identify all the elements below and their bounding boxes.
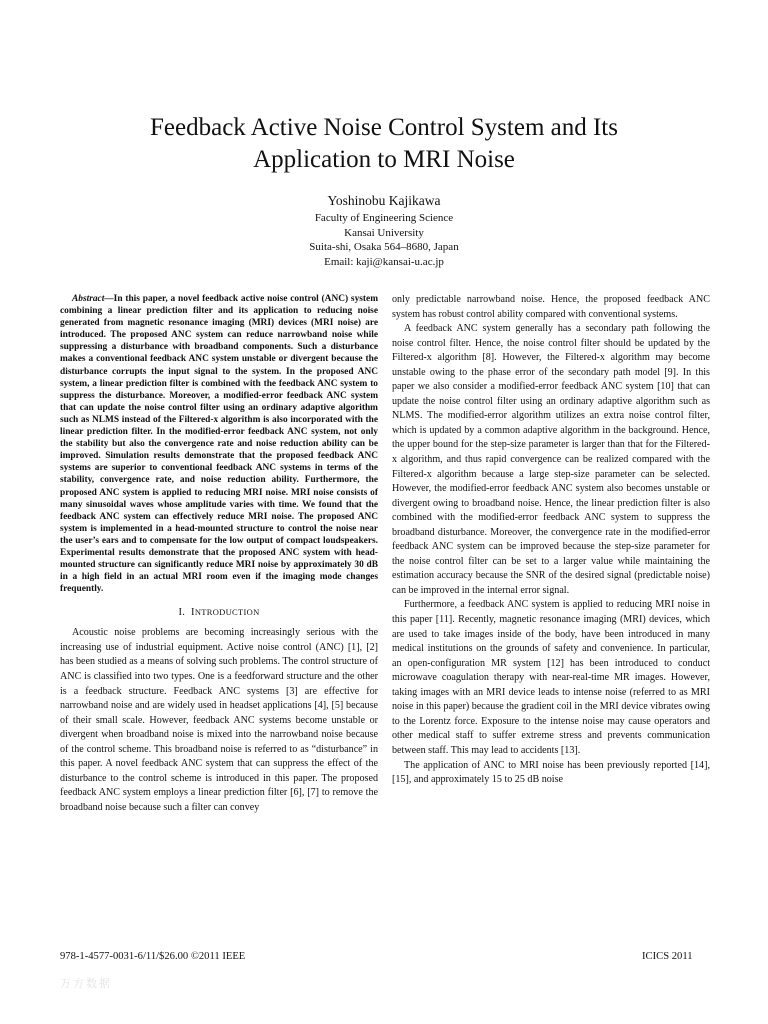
intro-paragraph-2: A feedback ANC system generally has a secondary path following the noise control filter. Hence, the noise control filter should be updated by the Filtered-x algorithm [8]. However, the Filtered-x algorithm may become unstable owing to the phase error of the secondary path model [9]. In this paper we also consider a modified-error feedback ANC system [10] that can update the noise control filter using an ordinary adaptive algorithm such as NLMS. The modified-error algorithm utilizes an extra noise control filter, which is updated by a common adaptive algorithm in the background. Hence, the upper bound for the step-size parameter is larger than that for the Filtered-x algorithm, and thus rapid convergence can be realized compared with the Filtered-x algorithm because a large step-size parameter can be selected. However, the modified-error feedback ANC system also becomes unstable or divergent owing to broadband noise. Hence, the linear prediction filter is also combined with the modified-error feedback ANC system to suppress the broadband disturbance. Moreover, the convergence rate in the modified-error feedback ANC system can be improved because the step-size parameter for the noise control filter can be set to a larger value while maintaining the estimation accuracy because the SNR of the desired signal (predictable noise) can be improved in the internal error signal. xyxy=(392,323,710,596)
affiliation-line: Faculty of Engineering Science xyxy=(314,212,454,224)
title-line-1: Feedback Active Noise Control System and Its xyxy=(150,114,618,141)
author-name: Yoshinobu Kajikawa xyxy=(327,193,441,208)
section-number: I. xyxy=(178,607,186,619)
abstract xyxy=(60,293,378,595)
watermark: 万方数据 xyxy=(60,977,112,990)
section-heading-introduction xyxy=(60,605,378,620)
left-column xyxy=(60,293,378,815)
intro-paragraph-3: Furthermore, a feedback ANC system is applied to reducing MRI noise in this paper [11]. Recently, magnetic resonance imaging (MRI) devices, which are used to take images inside of the body, have been introduced in many medical institutions on the grounds of safety and convenience. In particular, an open-configuration MR system [12] has been introduced to conduct microwave coagulation therapy with near-real-time MR images. However, taking images with an MRI device leads to intense noise (referred to as MRI noise in this paper) because the gradient coil in the MRI device vibrates owing to the Lorentz force. Exposure to the intense noise may cause operators and other medical staff to suffer extreme stress and prevents communication between staff. This may lead to accidents [13]. xyxy=(392,599,710,756)
abstract-text: —In this paper, a novel feedback active noise control (ANC) system combining a linear prediction filter and its application to reducing noise generated from magnetic resonance imaging (MRI) devices (MRI noise) are introduced. The proposed ANC system can reduce narrowband noise while suppressing a disturbance with broadband components. Such a disturbance makes a conventional feedback ANC system unstable or divergent because the disturbance corrupts the input signal to the system. In the proposed ANC system, a linear prediction filter is combined with the feedback ANC system to suppress the disturbance. Moreover, a modified-error feedback ANC system that can update the noise control filter using an ordinary adaptive algorithm such as NLMS instead of the Filtered-x algorithm is also incorporated with the linear prediction filter. In the modified-error feedback ANC system, not only the stability but also the convergence rate and noise reduction ability can be improved. Simulation results demonstrate that the proposed feedback ANC systems are superior to conventional feedback ANC systems in terms of the stability, convergence rate, and noise reduction ability. Furthermore, the proposed ANC system is applied to reducing MRI noise. MRI noise consists of many sinusoidal waves whose amplitude varies with time. We found that the feedback ANC system can effectively reduce MRI noise. The proposed ANC system is implemented in a head-mounted structure to control the noise near the user’s ears and to compensate for the low output of compact loudspeakers. Experimental results demonstrate that the proposed ANC system with head-mounted structure can significantly reduce MRI noise by approximately 30 dB in a high field in an actual MRI room even if the imaging mode changes frequently. xyxy=(60,294,378,595)
section-title-rest: NTRODUCTION xyxy=(194,607,260,618)
intro-paragraph-4: The application of ANC to MRI noise has been previously reported [14], [15], and approximately 15 to 25 dB noise xyxy=(392,759,710,786)
right-column xyxy=(392,293,710,788)
paper-title xyxy=(40,112,728,176)
author-email: Email: kaji@kansai-u.ac.jp xyxy=(324,255,444,268)
title-line-2: Application to MRI Noise xyxy=(253,146,515,173)
affiliation-line: Kansai University xyxy=(344,226,424,239)
affiliation-line: Suita-shi, Osaka 564–8680, Japan xyxy=(309,241,459,253)
author-block xyxy=(184,192,584,269)
footer-conference: ICICS 2011 xyxy=(642,951,693,962)
footer-copyright: 978-1-4577-0031-6/11/$26.00 ©2011 IEEE xyxy=(60,951,246,962)
intro-paragraph-1: Acoustic noise problems are becoming increasingly serious with the increasing use of industrial equipment. Active noise control (ANC) [1], [2] has been studied as a means of solving such problems. The control structure of ANC is classified into two types. One is a feedforward structure and the other is a feedback structure. Feedback ANC systems [3] are effective for narrowband noise and are widely used in headset applications [4], [5] because of their small scale. However, feedback ANC systems become unstable or divergent when broadband noise is mixed into the narrowband noise because of the control scheme. This broadband noise is referred to as “disturbance” in this paper. A novel feedback ANC system that can suppress the effect of the disturbance to the control scheme is introduced in this paper. The proposed feedback ANC system employs a linear prediction filter [6], [7] to remove the broadband noise because such a filter can convey xyxy=(60,627,378,813)
intro-paragraph-1-continued: only predictable narrowband noise. Hence, the proposed feedback ANC system has robust control ability compared with conventional systems. xyxy=(392,294,710,320)
abstract-label: Abstract xyxy=(72,294,105,304)
section-title-initial: I xyxy=(191,607,195,619)
